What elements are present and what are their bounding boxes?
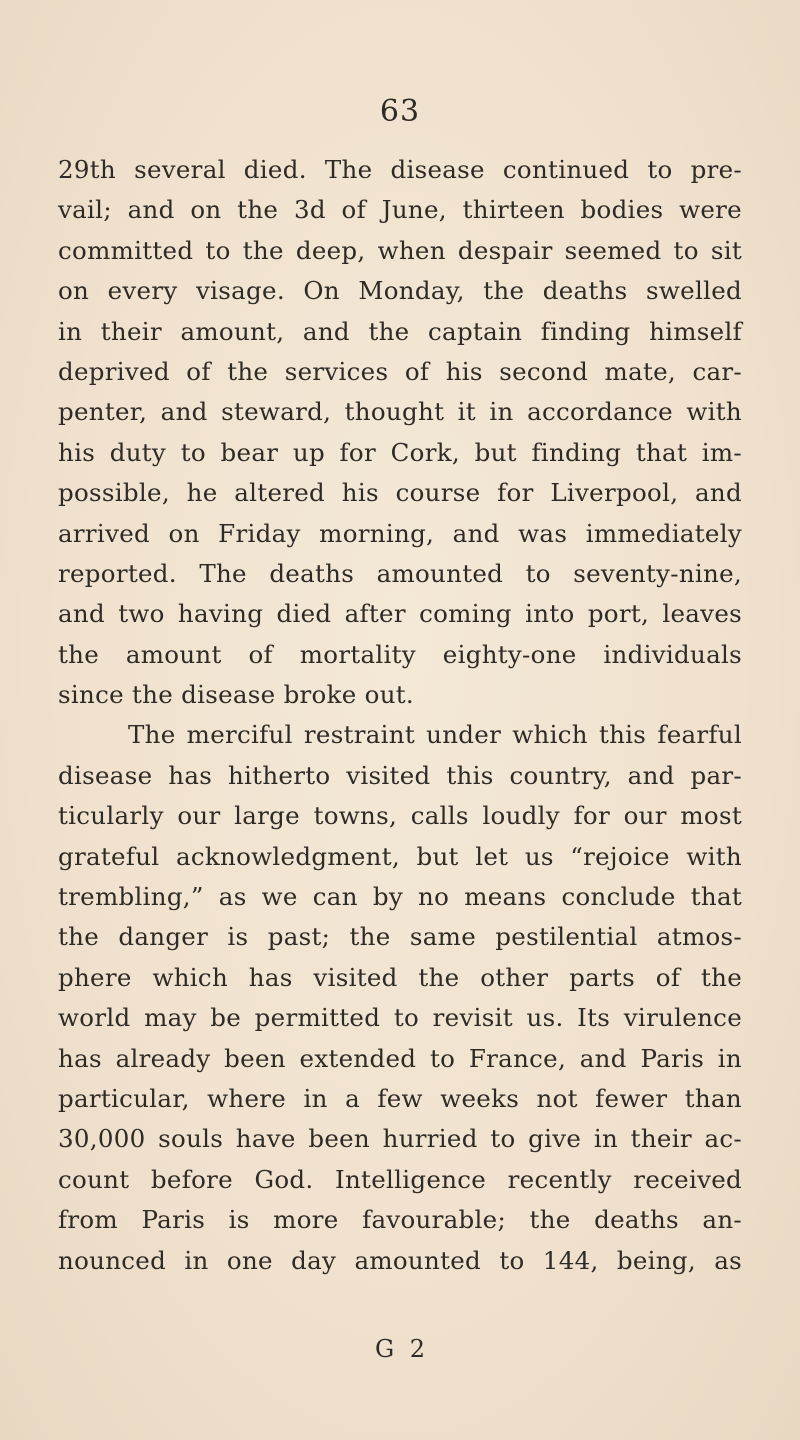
body-text [58,150,742,1281]
text-line: committed to the deep, when despair seemed to sit [58,235,742,265]
text-line: reported. The deaths amounted to seventy-nine, [58,558,742,588]
text-line: arrived on Friday morning, and was immediately [58,518,742,548]
text-line: world may be permitted to revisit us. Its virulence [58,1003,742,1033]
text-line: since the disease broke out. [58,680,415,710]
text-line: on every visage. On Monday, the deaths swelled [58,276,742,306]
text-line: penter, and steward, thought it in accordance with [58,397,742,427]
page-number: 63 [379,94,421,129]
text-line: ticularly our large towns, calls loudly for our most [58,801,742,831]
text-line: nounced in one day amounted to 144, being, as [58,1245,742,1275]
text-line: trembling,” as we can by no means conclude that [58,882,742,912]
text-line: phere which has visited the other parts of the [58,962,742,992]
text-line: particular, where in a few weeks not fewer than [58,1083,742,1113]
text-line: the danger is past; the same pestilential atmos- [58,922,742,952]
text-line: in their amount, and the captain finding himself [58,316,742,346]
text-line: deprived of the services of his second mate, car- [58,356,742,386]
text-line: and two having died after coming into port, leaves [58,599,742,629]
text-line: vail; and on the 3d of June, thirteen bodies were [58,195,742,225]
text-line: has already been extended to France, and Paris in [58,1043,742,1073]
text-line: count before God. Intelligence recently received [58,1164,742,1194]
text-line: 29th several died. The disease continued to pre- [58,155,742,184]
text-line: disease has hitherto visited this country, and par- [58,760,742,790]
text-line: possible, he altered his course for Liverpool, and [58,478,742,508]
text-line: grateful acknowledgment, but let us “rejoice with [58,841,742,871]
text-line: the amount of mortality eighty-one individuals [58,639,742,669]
text-line: from Paris is more favourable; the deaths an- [58,1205,742,1235]
text-line: 30,000 souls have been hurried to give in their ac- [58,1124,742,1154]
text-line: his duty to bear up for Cork, but finding that im- [58,437,742,467]
signature-mark: G 2 [374,1335,426,1363]
text-line: The merciful restraint under which this fearful [128,720,742,750]
